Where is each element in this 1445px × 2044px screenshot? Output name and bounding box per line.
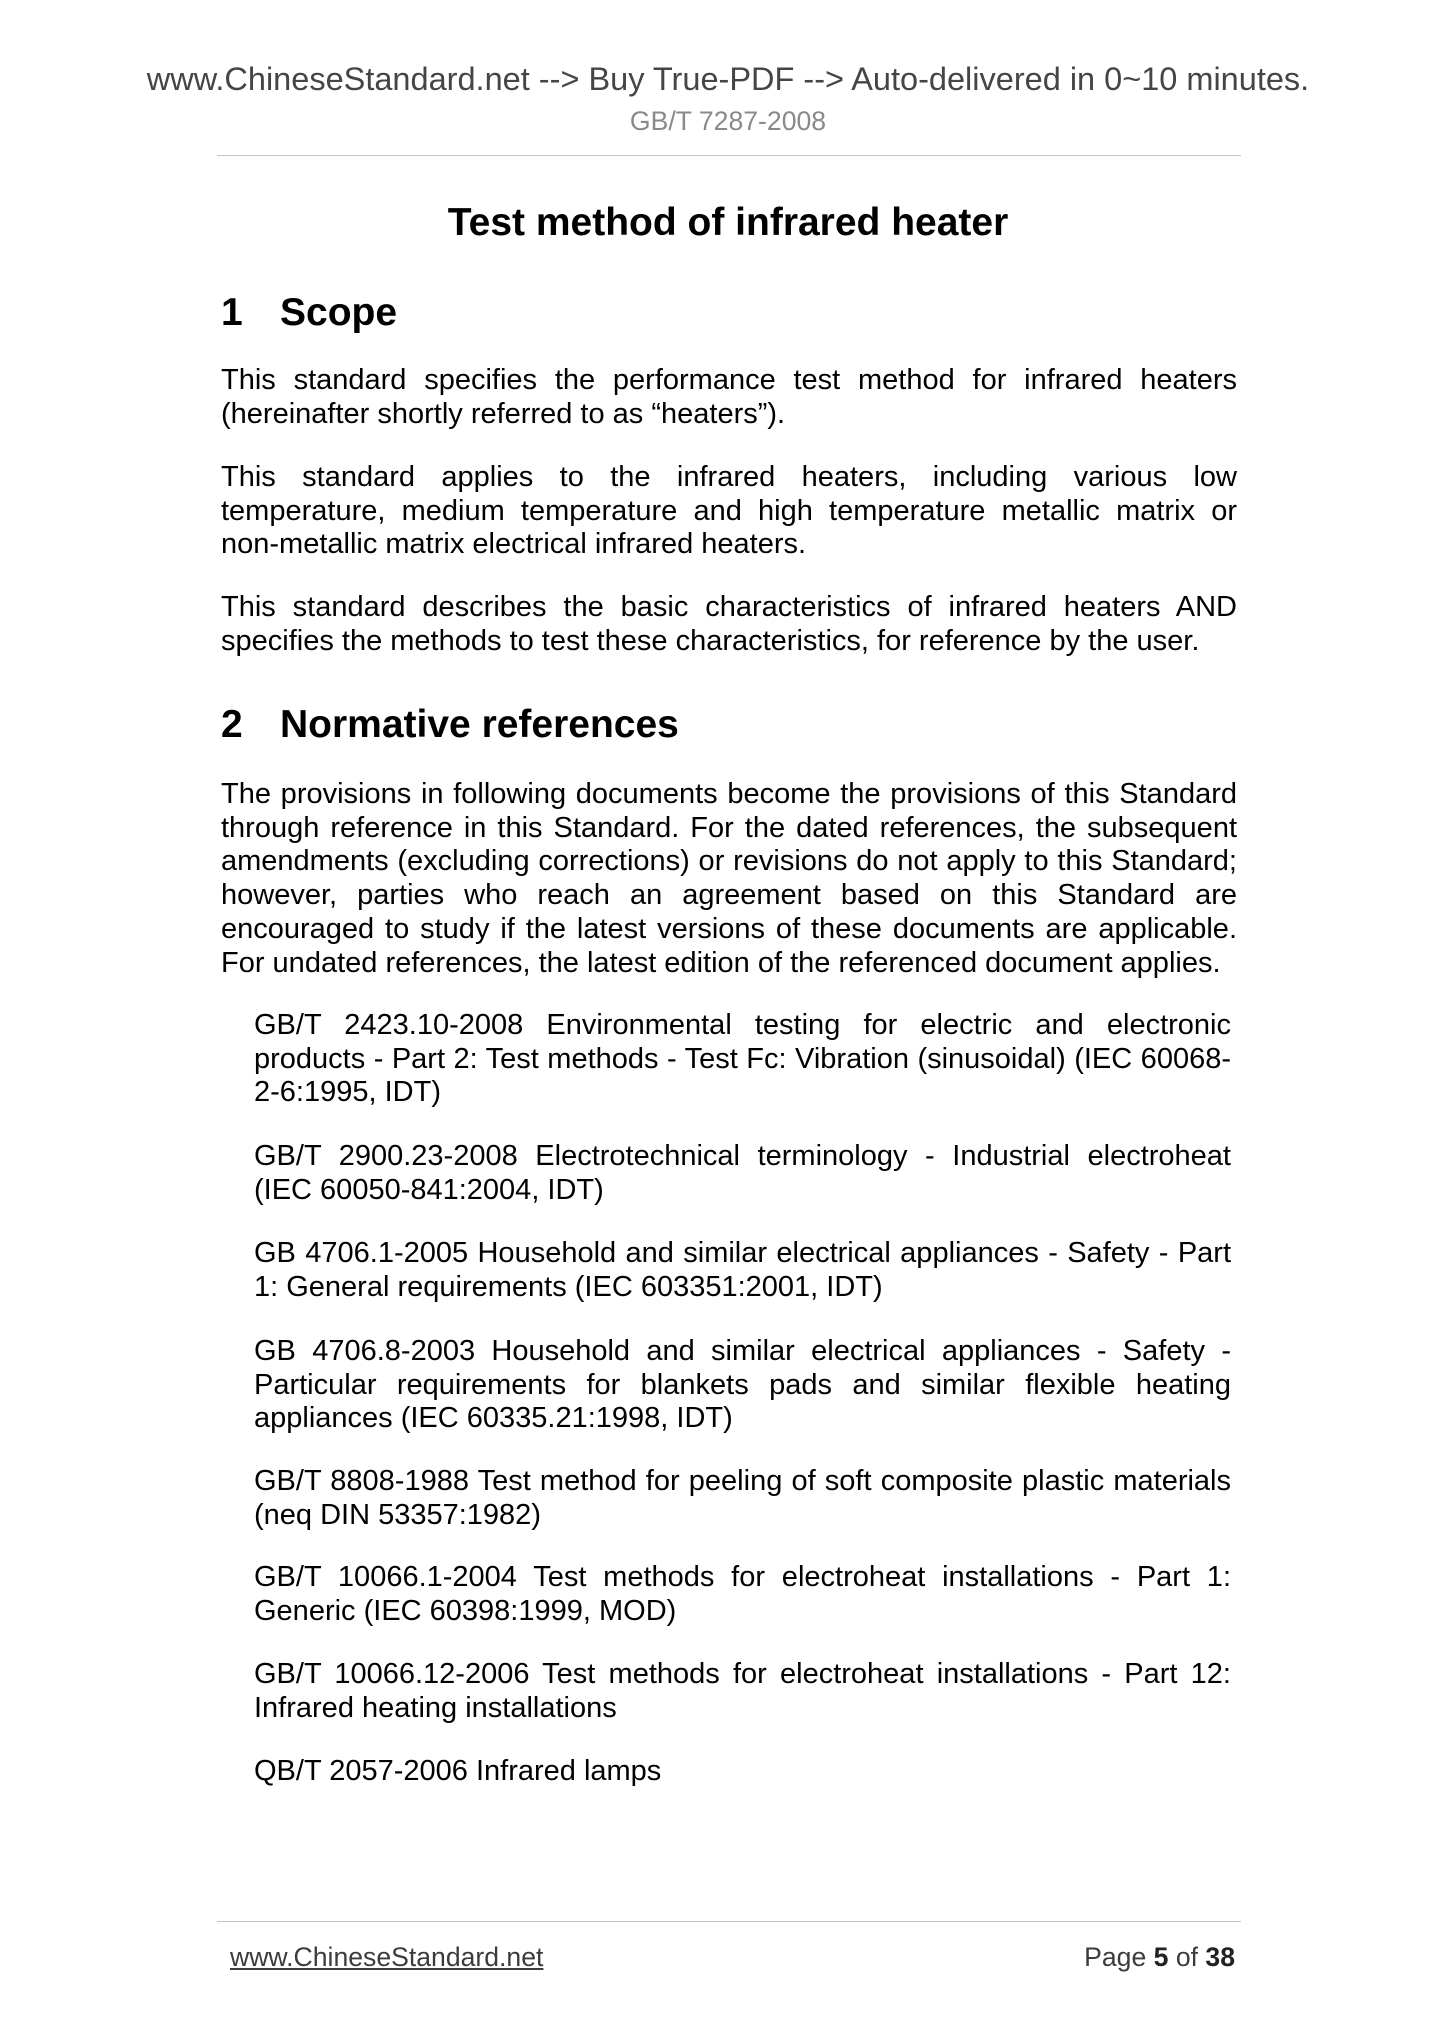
page-indicator — [1084, 1942, 1235, 1972]
page-total: 38 — [1205, 1942, 1235, 1972]
paragraph: This standard specifies the performance test method for infrared heaters (hereinafter shortly referred to as “heaters”). — [221, 364, 1237, 430]
page-number: 5 — [1153, 1942, 1169, 1972]
reference-item: QB/T 2057-2006 Infrared lamps — [254, 1755, 662, 1787]
reference-item: GB/T 10066.12-2006 Test methods for electroheat installations - Part 12: Infrared heating installations — [254, 1658, 1231, 1724]
header-standard-code: GB/T 7287-2008 — [629, 106, 827, 136]
section-number: 2 — [221, 703, 243, 746]
reference-item: GB/T 2423.10-2008 Environmental testing for electric and electronic products - Part 2: Test methods - Test Fc: Vibration (sinusoidal) (IEC 60068-2-6:1995, IDT) — [254, 1009, 1231, 1109]
reference-item: GB/T 8808-1988 Test method for peeling of soft composite plastic materials (neq DIN 53357:1982) — [254, 1465, 1231, 1531]
paragraph: The provisions in following documents become the provisions of this Standard through reference in this Standard. For the dated references, the subsequent amendments (excluding corrections) or revisions do not apply to this Standard; however, parties who reach an agreement based on this Standard are encouraged to study if the latest versions of these documents are applicable. For undated references, the latest edition of the referenced document applies. — [221, 778, 1237, 979]
section-heading-scope — [221, 290, 397, 336]
footer-divider — [217, 1921, 1241, 1922]
section-heading-text: Scope — [280, 291, 398, 334]
header-banner: www.ChineseStandard.net --> Buy True-PDF --> Auto-delivered in 0~10 minutes. — [146, 61, 1310, 97]
header-divider — [217, 155, 1241, 156]
page-label: Page — [1084, 1942, 1147, 1972]
section-heading-text: Normative references — [280, 703, 679, 746]
paragraph: This standard applies to the infrared heaters, including various low temperature, medium temperature and high temperature metallic matrix or non-metallic matrix electrical infrared heaters. — [221, 461, 1237, 561]
reference-item: GB 4706.1-2005 Household and similar electrical appliances - Safety - Part 1: General requirements (IEC 603351:2001, IDT) — [254, 1237, 1231, 1303]
reference-item: GB/T 10066.1-2004 Test methods for electroheat installations - Part 1: Generic (IEC 60398:1999, MOD) — [254, 1561, 1231, 1627]
paragraph: This standard describes the basic characteristics of infrared heaters AND specifies the methods to test these characteristics, for reference by the user. — [221, 591, 1237, 657]
section-heading-normative-references — [221, 702, 679, 748]
page-of-label: of — [1175, 1942, 1199, 1972]
document-title: Test method of infrared heater — [447, 201, 1009, 244]
reference-item: GB 4706.8-2003 Household and similar electrical appliances - Safety - Particular requirements for blankets pads and similar flexible heating appliances (IEC 60335.21:1998, IDT) — [254, 1335, 1231, 1435]
reference-item: GB/T 2900.23-2008 Electrotechnical terminology - Industrial electroheat (IEC 60050-841:2004, IDT) — [254, 1140, 1231, 1206]
section-number: 1 — [221, 291, 243, 334]
footer-website-link[interactable]: www.ChineseStandard.net — [230, 1942, 544, 1972]
